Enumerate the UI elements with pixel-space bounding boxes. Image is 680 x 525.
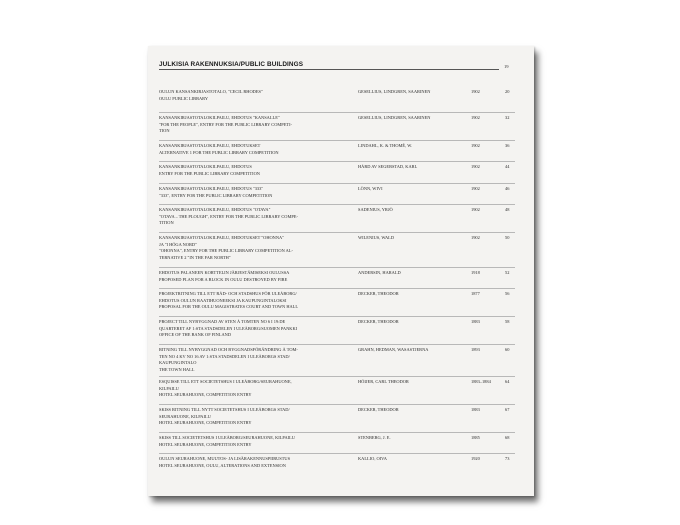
entry-title-line: TION bbox=[159, 128, 170, 134]
entry-year: 1902 bbox=[471, 115, 480, 120]
entry-titles bbox=[159, 407, 349, 427]
entry-divider bbox=[159, 432, 515, 433]
entry-page-number: 52 bbox=[505, 270, 510, 275]
entry-title-line: QUARTERET AF 1:STA STADSDELEN I ULEÅBORG/SUOMEN PANKKI bbox=[159, 325, 298, 331]
entry-titles bbox=[159, 207, 349, 227]
entry-architect: STENBERG, J. E. bbox=[358, 435, 391, 440]
entry-title-line: "OHONNA", ENTRY FOR THE PUBLIC LIBRARY COMPETITION AL- bbox=[159, 248, 293, 254]
entry-titles bbox=[159, 270, 349, 283]
entry-year: 1902 bbox=[471, 164, 480, 169]
entry-titles bbox=[159, 143, 349, 156]
entry-architect: DECKER, THEODOR bbox=[358, 319, 399, 324]
entry-title-line: KANSANKIRJASTOTALOKILPAILU, EHDOTUS "333" bbox=[159, 186, 264, 191]
entry-title-line: JA "I HÖGA NORD" bbox=[159, 241, 197, 247]
entry-title-line: KANSANKIRJASTOTALOKILPAILU, EHDOTUKSET "OHONNA" bbox=[159, 235, 284, 240]
entry-titles bbox=[159, 435, 349, 448]
entry-page-number: 32 bbox=[505, 115, 510, 120]
entry-year: 1902 bbox=[471, 235, 480, 240]
entry-title-line: "FOR THE PEOPLE", ENTRY FOR THE PUBLIC LIBRARY COMPETI- bbox=[159, 121, 292, 127]
entry-divider bbox=[159, 288, 515, 289]
entry-architect: LINDAHL, K. & THOMÉ, W. bbox=[358, 143, 413, 148]
entry-architect: HÅRD AV SEGERSTAD, KARL bbox=[358, 164, 418, 169]
entry-title-line: SKISS RITNING TILL NYTT SOCIETETSHUS I ULEÅBORGS STAD/ bbox=[159, 407, 290, 412]
entry-divider bbox=[159, 183, 515, 184]
entry-title-line: PROPOSED PLAN FOR A BLOCK IN OULU DESTROYED BY FIRE bbox=[159, 276, 288, 282]
entry-title-line: KANSANKIRJASTOTALOKILPAILU, EHDOTUS "OTAVA" bbox=[159, 207, 271, 212]
entry-architect: ANDERSIN, HARALD bbox=[358, 270, 401, 275]
entry-title-line: ENTRY FOR THE PUBLIC LIBRARY COMPETITION bbox=[159, 170, 260, 176]
entry-title-line: "OTAVA – THE PLOUGH", ENTRY FOR THE PUBLIC LIBRARY COMPE- bbox=[159, 213, 298, 219]
entry-architect: SADENIUS, YRJÖ bbox=[358, 207, 393, 212]
entry-divider bbox=[159, 267, 515, 268]
section-title: JULKISIA RAKENNUKSIA/PUBLIC BUILDINGS bbox=[159, 61, 304, 68]
entry-titles bbox=[159, 291, 349, 311]
entry-page-number: 73 bbox=[505, 456, 510, 461]
entry-title-line: "333", ENTRY FOR THE PUBLIC LIBRARY COMPETITION bbox=[159, 192, 273, 198]
entry-title-line: OULU PUBLIC LIBRARY bbox=[159, 95, 209, 101]
entry-year: 1920 bbox=[471, 456, 480, 461]
entry-title-line: KANSANKIRJASTOTALOKILPAILU, EHDOTUS "KANSALLE" bbox=[159, 115, 280, 120]
entry-page-number: 36 bbox=[505, 143, 510, 148]
entry-architect: LÖNN, WIVI bbox=[358, 186, 383, 191]
entry-architect: HÖIJER, CARL THEODOR bbox=[358, 379, 409, 384]
entry-title-line: HOTEL SEURAHUONE, COMPETITION ENTRY bbox=[159, 420, 252, 426]
entry-title-line: HOTEL SEURAHUONE, COMPETITION ENTRY bbox=[159, 441, 252, 447]
entry-year: 1902 bbox=[471, 207, 480, 212]
entry-titles bbox=[159, 164, 349, 177]
book-page bbox=[148, 46, 534, 496]
entry-year: 1918 bbox=[471, 270, 480, 275]
entry-title-line: RITNING TILL NYBYGGNAD OCH BYGGNADSFÖRÄNDRING Å TOM- bbox=[159, 347, 298, 352]
entry-title-line: ALTERNATIVE 1 FOR THE PUBLIC LIBRARY COMPETITION bbox=[159, 149, 279, 155]
entry-titles bbox=[159, 347, 349, 373]
entry-title-line: PROJECT TILL NYBYGGNAD AV STEN Å TOMTEN NO 6 I 19:DE bbox=[159, 319, 286, 324]
entry-title-line: TEN NO 4 KV NO 16 AV 1:STA STADSDELEN I ULEÅBORGS STAD/ bbox=[159, 353, 290, 359]
entry-titles bbox=[159, 456, 349, 469]
entry-year: 1893 bbox=[471, 347, 480, 352]
entry-title-line: THE TOWN HALL bbox=[159, 366, 195, 372]
entry-page-number: 48 bbox=[505, 207, 510, 212]
entry-architect: WILENIUS, WALD bbox=[358, 235, 395, 240]
entry-page-number: 56 bbox=[505, 291, 510, 296]
entry-year: 1902 bbox=[471, 143, 480, 148]
entry-page-number: 64 bbox=[505, 379, 510, 384]
entry-title-line: HOTEL SEURAHUONE, OULU, ALTERATIONS AND EXTENSION bbox=[159, 462, 286, 468]
entry-year: 1902 bbox=[471, 89, 480, 94]
entry-architect: GRAHN, HEDMAN, WASASTJERNA bbox=[358, 347, 429, 352]
entry-year: 1885 bbox=[471, 435, 480, 440]
entry-year: 1902 bbox=[471, 186, 480, 191]
entry-divider bbox=[159, 376, 515, 377]
entry-page-number: 46 bbox=[505, 186, 510, 191]
entry-architect: DECKER, THEODOR bbox=[358, 291, 399, 296]
entry-divider bbox=[159, 161, 515, 162]
entry-architect: GESELLIUS, LINDGREN, SAARINEN bbox=[358, 115, 431, 120]
entry-title-line: PROPOSAL FOR THE OULU MAGISTRATES COURT AND TOWN HALL bbox=[159, 304, 299, 310]
entry-year: 1877 bbox=[471, 291, 480, 296]
header-rule bbox=[159, 69, 499, 70]
entry-architect: GESELLIUS, LINDGREN, SAARINEN bbox=[358, 89, 431, 94]
entry-page-number: 67 bbox=[505, 407, 510, 412]
entry-architect: KALLIO, OIVA bbox=[358, 456, 387, 461]
entry-divider bbox=[159, 232, 515, 233]
entry-page-number: 58 bbox=[505, 319, 510, 324]
entry-title-line: TERNATIVE 2 "IN THE FAR NORTH" bbox=[159, 254, 231, 260]
entry-title-line: SEURAHUONE, KILPAILU bbox=[159, 413, 211, 419]
header-page-number: 19 bbox=[504, 64, 509, 69]
entry-titles bbox=[159, 235, 349, 261]
entry-title-line: KANSANKIRJASTOTALOKILPAILU, EHDOTUS bbox=[159, 164, 252, 169]
entry-title-line: OULUN KANSANKIRJASTOTALO, "CECIL RHODES" bbox=[159, 89, 263, 94]
entry-page-number: 44 bbox=[505, 164, 510, 169]
entry-title-line: OULUN SEURAHUONE, MUUTOS- JA LISÄRAKENNUSPIIRUSTUS bbox=[159, 456, 291, 461]
entry-divider bbox=[159, 453, 515, 454]
entry-title-line: PROJEKTRITNING TILL ETT RÅD- OCH STADSHUS FÖR ULEÅBORG/ bbox=[159, 291, 297, 296]
entry-page-number: 20 bbox=[505, 89, 510, 94]
entry-title-line: KANSANKIRJASTOTALOKILPAILU, EHDOTUKSET bbox=[159, 143, 261, 148]
entry-year: 1883–1884 bbox=[471, 379, 491, 384]
entry-title-line: SKISS TILL SOCIETETSHUS I ULEÅBORG/SEURAHUONE, KILPAILU bbox=[159, 435, 295, 440]
entry-title-line: EHDOTUS PALANEEN KORTTELIN JÄRJESTÄMISEKSI OULUSSA bbox=[159, 270, 290, 275]
entry-title-line: KILPAILU bbox=[159, 385, 179, 391]
entry-architect: DECKER, THEODOR bbox=[358, 407, 399, 412]
entry-title-line: TITION bbox=[159, 220, 174, 226]
entry-titles bbox=[159, 319, 349, 339]
entry-titles bbox=[159, 186, 349, 199]
entry-divider bbox=[159, 112, 515, 113]
entry-divider bbox=[159, 404, 515, 405]
entry-year: 1883 bbox=[471, 319, 480, 324]
entry-divider bbox=[159, 140, 515, 141]
entry-title-line: HOTEL SEURAHUONE, COMPETITION ENTRY bbox=[159, 392, 252, 398]
entry-title-line: EHDOTUS OULUN RAATIHUONEEKSI JA KAUPUNGINTALOKSI bbox=[159, 297, 287, 303]
entry-divider bbox=[159, 204, 515, 205]
entry-title-line: KAUPUNGINTALO bbox=[159, 360, 197, 366]
entry-titles bbox=[159, 89, 349, 102]
entry-page-number: 68 bbox=[505, 435, 510, 440]
entry-title-line: ESQUISSE TILL ETT SOCIETETSHUS I ULEÅBORG/SEURAHUONE, bbox=[159, 379, 292, 384]
entry-page-number: 50 bbox=[505, 235, 510, 240]
entry-divider bbox=[159, 316, 515, 317]
entry-year: 1883 bbox=[471, 407, 480, 412]
entry-page-number: 60 bbox=[505, 347, 510, 352]
entry-title-line: OFFICE OF THE BANK OF FINLAND bbox=[159, 332, 232, 338]
entry-titles bbox=[159, 379, 349, 399]
entry-titles bbox=[159, 115, 349, 135]
entry-divider bbox=[159, 344, 515, 345]
